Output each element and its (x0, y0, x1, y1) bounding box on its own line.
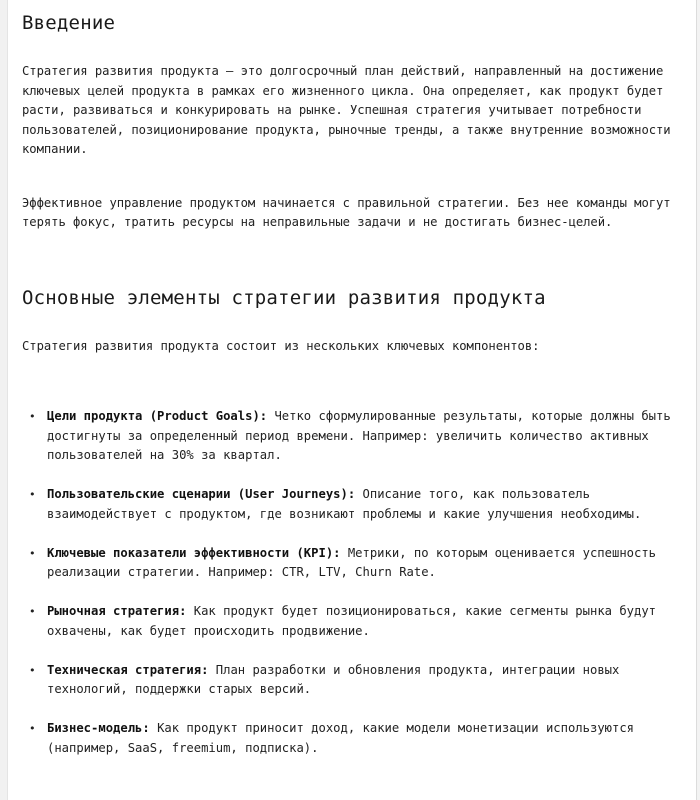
left-gutter (0, 0, 8, 800)
item-term: Пользовательские сценарии (User Journeys): (47, 487, 356, 501)
right-scroll-edge (696, 0, 700, 800)
item-description: План разработки и обновления продукта, интеграции новых технологий, поддержки старых версий. (47, 662, 620, 696)
list-item (22, 544, 682, 583)
list-item (22, 485, 682, 524)
elements-section (22, 285, 682, 759)
item-description: Описание того, как пользователь взаимодействует с продуктом, где возникают проблемы и какие улучшения необходимы. (47, 487, 642, 521)
item-term: Цели продукта (Product Goals): (47, 409, 268, 423)
list-item (22, 407, 682, 466)
list-item (22, 719, 682, 758)
elements-list (22, 407, 682, 758)
item-description: Как продукт приносит доход, какие модели монетизации используются (например, SaaS, freemium, подписка). (47, 721, 635, 755)
item-description: Как продукт будет позиционироваться, какие сегменты рынка будут охвачены, как будет происходить продвижение. (47, 604, 657, 638)
item-term: Ключевые показатели эффективности (KPI): (47, 545, 341, 560)
elements-heading: Основные элементы стратегии развития продукта (22, 286, 546, 309)
bullet-icon: • (29, 722, 36, 735)
item-description: Метрики, по которым оценивается успешность реализации стратегии. Например: CTR, LTV, Churn Rate. (47, 545, 657, 579)
intro-section (22, 10, 682, 233)
item-term: Бизнес-модель: (47, 721, 150, 735)
item-description: Четко сформулированные результаты, которые должны быть достигнуты за определенный период времени. Например: увеличить количество активных пользователей на 30% за квартал. (47, 409, 671, 462)
bullet-icon: • (29, 546, 36, 560)
intro-heading: Введение (22, 12, 116, 34)
intro-paragraph-1: Стратегия развития продукта — это долгосрочный план действий, направленный на достижение ключевых целей продукта в рамках его жизненного цикла. Она определяет, как продукт будет расти, развиваться и конкурировать на рынке. Успешная стратегия учитывает потребности пользователей, позиционирование продукта, рыночные тренды, а также внутренние возможности компании. (22, 64, 671, 156)
elements-lead-paragraph: Стратегия развития продукта состоит из нескольких ключевых компонентов: (22, 338, 540, 353)
bullet-icon: • (29, 663, 36, 677)
intro-paragraph-2: Эффективное управление продуктом начинается с правильной стратегии. Без нее команды могут терять фокус, тратить ресурсы на неправильные задачи и не достигать бизнес-целей. (22, 195, 671, 229)
item-term: Рыночная стратегия: (47, 604, 187, 618)
list-item (22, 602, 682, 641)
bullet-icon: • (29, 605, 36, 618)
bullet-icon: • (29, 410, 36, 423)
list-item (22, 661, 682, 700)
document-body (22, 0, 682, 778)
item-term: Техническая стратегия: (47, 662, 209, 677)
bullet-icon: • (29, 488, 36, 501)
